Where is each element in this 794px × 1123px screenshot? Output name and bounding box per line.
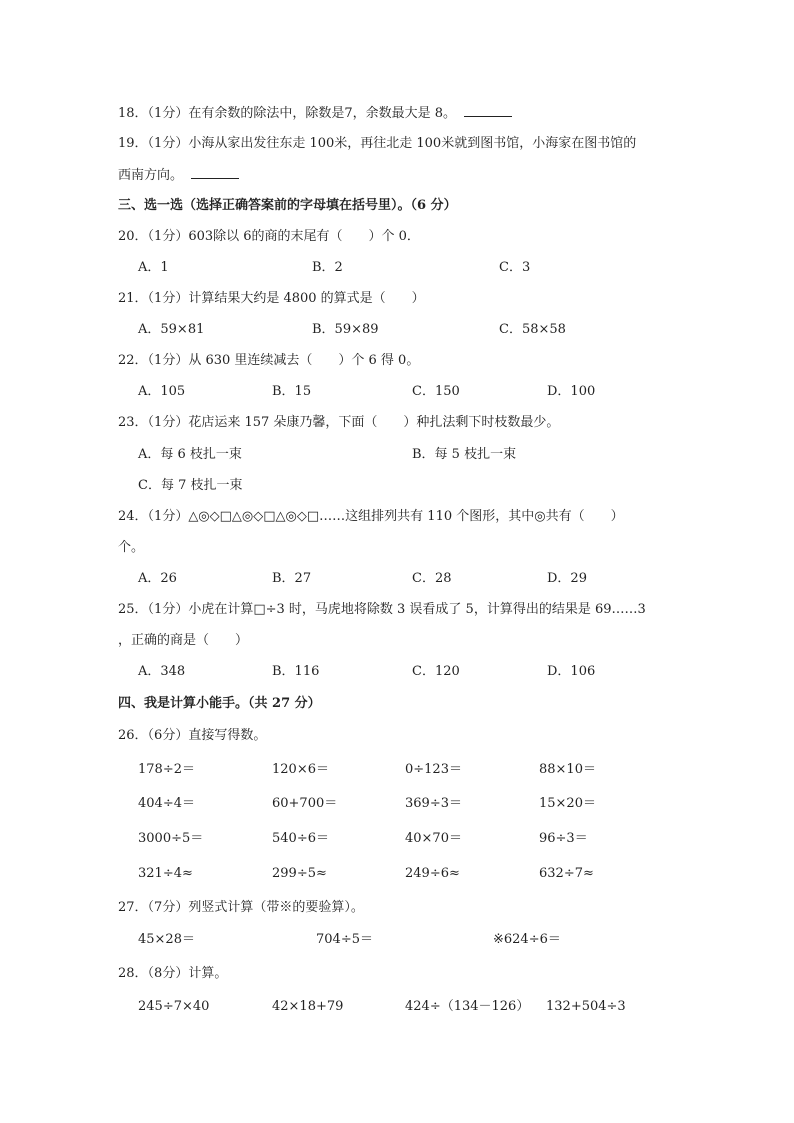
question-24-options (0, 570, 794, 588)
option-c[interactable]: C．28 (412, 571, 452, 586)
calc-item: 424÷（134－126） (405, 999, 530, 1014)
calc-item: 96÷3＝ (539, 831, 588, 846)
calc-item: ※624÷6＝ (493, 932, 561, 947)
question-22: 22．（1分）从 630 里连续减去（ ）个 6 得 0。 (118, 353, 420, 368)
question-19-line-1: 19．（1分）小海从家出发往东走 100米，再往北走 100米就到图书馆，小海家在图书馆的 (118, 136, 637, 151)
option-c[interactable]: C．150 (412, 384, 460, 399)
option-a[interactable]: A．59×81 (138, 322, 205, 337)
option-a[interactable]: A．每 6 枝扎一束 (138, 447, 242, 462)
question-23-options-row-1 (0, 446, 794, 464)
option-b[interactable]: B．15 (272, 384, 312, 399)
answer-blank[interactable] (191, 166, 239, 179)
question-21-options (0, 321, 794, 339)
question-19-text: 西南方向。 (118, 168, 184, 183)
calc-item: 88×10＝ (539, 762, 596, 777)
calc-item: 369÷3＝ (405, 796, 462, 811)
answer-blank[interactable] (464, 104, 512, 117)
question-20: 20．（1分）603除以 6的商的末尾有（ ）个 0． (118, 229, 420, 244)
option-c[interactable]: C．3 (499, 260, 531, 275)
option-a[interactable]: A．26 (138, 571, 177, 586)
calc-item: 132+504÷3 (546, 999, 626, 1014)
calc-item: 178÷2＝ (138, 762, 195, 777)
calc-item: 299÷5≈ (272, 866, 327, 881)
option-b[interactable]: B．每 5 枝扎一束 (412, 447, 517, 462)
calc-item: 632÷7≈ (539, 866, 594, 881)
option-b[interactable]: B．27 (272, 571, 312, 586)
question-18-text: 18．（1分）在有余数的除法中，除数是7，余数最大是 8。 (118, 106, 456, 121)
question-25-line-2: ，正确的商是（ ） (118, 633, 249, 648)
calc-item: 245÷7×40 (138, 999, 210, 1014)
option-d[interactable]: D．100 (547, 384, 596, 399)
question-23: 23．（1分）花店运来 157 朵康乃馨，下面（ ）种扎法剩下时枝数最少。 (118, 415, 560, 430)
question-27-items (0, 931, 794, 949)
calc-item: 0÷123＝ (405, 762, 462, 777)
option-c[interactable]: C．58×58 (499, 322, 566, 337)
section-3-heading: 三、选一选（选择正确答案前的字母填在括号里）。（6 分） (118, 198, 457, 213)
option-a[interactable]: A．348 (138, 664, 186, 679)
calc-item: 704÷5＝ (316, 932, 373, 947)
option-a[interactable]: A．1 (138, 260, 169, 275)
option-a[interactable]: A．105 (138, 384, 186, 399)
calc-item: 42×18+79 (272, 999, 344, 1014)
question-25-options (0, 663, 794, 681)
question-18 (118, 104, 512, 123)
calc-row (0, 865, 794, 883)
question-28: 28．（8分）计算。 (118, 966, 228, 981)
calc-row (0, 795, 794, 813)
calc-item: 45×28＝ (138, 932, 195, 947)
option-d[interactable]: D．29 (547, 571, 587, 586)
calc-item: 60+700＝ (272, 796, 338, 811)
question-25-line-1: 25．（1分）小虎在计算□÷3 时，马虎地将除数 3 误看成了 5，计算得出的结果是 69……3 (118, 602, 646, 617)
calc-item: 40×70＝ (405, 831, 462, 846)
calc-item: 540÷6＝ (272, 831, 329, 846)
question-28-items (0, 998, 794, 1016)
calc-item: 15×20＝ (539, 796, 596, 811)
calc-row (0, 830, 794, 848)
calc-item: 3000÷5＝ (138, 831, 204, 846)
calc-item: 321÷4≈ (138, 866, 193, 881)
option-b[interactable]: B．2 (312, 260, 343, 275)
question-23-options-row-2 (0, 477, 794, 495)
calc-item: 249÷6≈ (405, 866, 460, 881)
option-c[interactable]: C．120 (412, 664, 460, 679)
question-26: 26．（6分）直接写得数。 (118, 728, 267, 743)
question-20-options (0, 259, 794, 277)
section-4-heading: 四、我是计算小能手。（共 27 分） (118, 696, 321, 711)
question-24-line-1: 24．（1分）△◎◇□△◎◇□△◎◇□……这组排列共有 110 个图形，其中◎共有（ ） (118, 509, 624, 524)
question-22-options (0, 383, 794, 401)
question-19-line-2 (118, 166, 239, 185)
option-b[interactable]: B．59×89 (312, 322, 379, 337)
calc-row (0, 761, 794, 779)
option-b[interactable]: B．116 (272, 664, 320, 679)
question-24-line-2: 个。 (118, 540, 145, 555)
question-27: 27．（7分）列竖式计算（带※的要验算）。 (118, 900, 364, 915)
option-c[interactable]: C．每 7 枝扎一束 (138, 478, 243, 493)
question-21: 21．（1分）计算结果大约是 4800 的算式是（ ） (118, 291, 425, 306)
option-d[interactable]: D．106 (547, 664, 596, 679)
calc-item: 404÷4＝ (138, 796, 195, 811)
calc-item: 120×6＝ (272, 762, 329, 777)
